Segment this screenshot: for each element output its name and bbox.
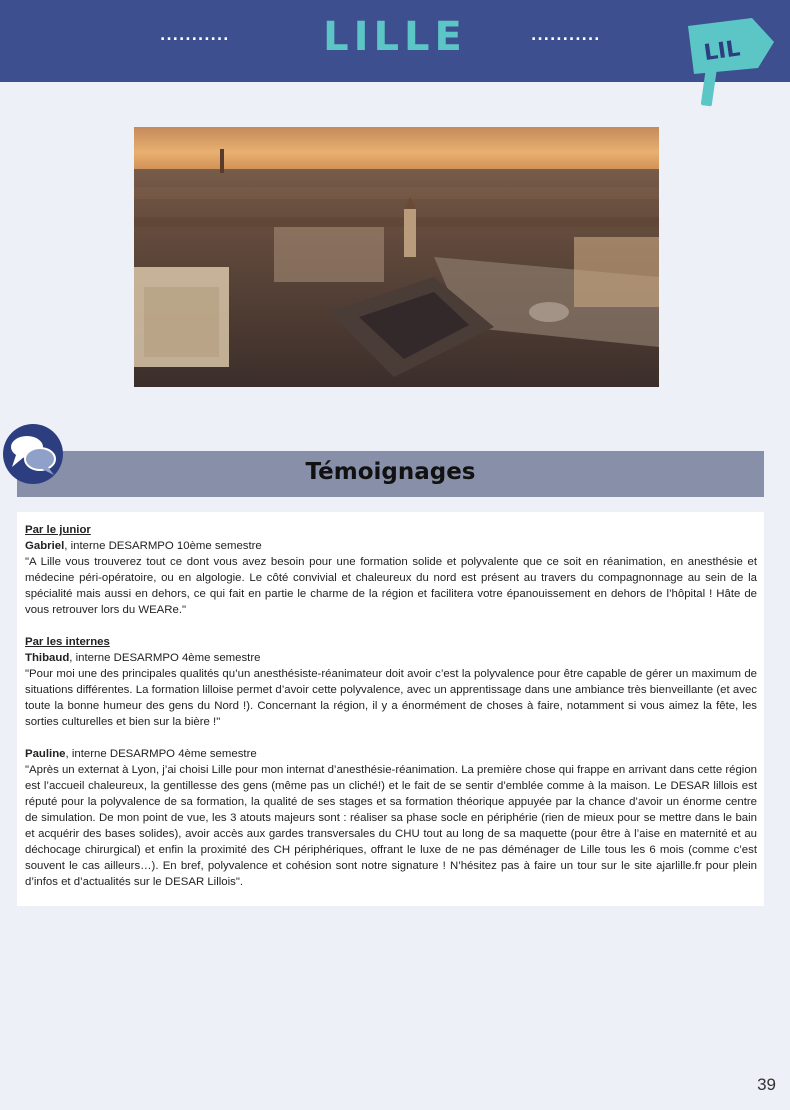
group-heading-internes: Par les internes — [25, 636, 110, 648]
author-role: , interne DESARMPO 10ème semestre — [64, 540, 262, 552]
lille-aerial-photo — [134, 127, 659, 387]
testimonial-author — [25, 538, 757, 554]
testimonial-quote: "Pour moi une des principales qualités qu’un anesthésiste-réanimateur doit avoir c’est la polyvalence pour être capable de gérer un maximum de situations différentes. La formation lilloise permet d’avoir cette polyvalence, avec un apprentissage dans une ambiance très bienveillante (et avec toute la bonne humeur des gens du Nord !). Concernant la région, il y a énormément de choses à faire, notamment si vous aimez la fête, les sorties culturelles et bien sur la bière !" — [25, 668, 757, 728]
testimonial-author — [25, 746, 757, 762]
section-banner — [17, 451, 764, 497]
group-heading-junior: Par le junior — [25, 524, 91, 536]
author-name: Pauline — [25, 748, 66, 760]
author-role: , interne DESARMPO 4ème semestre — [69, 652, 261, 664]
logo-text: LIL — [702, 36, 742, 67]
page-number: 39 — [757, 1075, 776, 1094]
author-name: Thibaud — [25, 652, 70, 664]
header-dots-left: ........... — [160, 28, 230, 44]
header-banner — [0, 0, 790, 82]
testimonials-panel — [17, 512, 764, 906]
testimonial-author — [25, 650, 757, 666]
header-dots-right: ........... — [531, 28, 601, 44]
testimonial-quote: "Après un externat à Lyon, j’ai choisi Lille pour mon internat d’anesthésie-réanimation. La première chose qui frappe en arrivant dans cette région est l’accueil chaleureux, la gentillesse des gens (même pas un cliché!) et le fait de se sentir d’emblée comme à la maison. Le DESAR lillois est réputé pour la polyvalence de sa formation, la qualité de ses stages et sa formation théorique appuyée par la chance d’avoir un énorme centre de simulation. De mon point de vue, les 3 atouts majeurs sont : réaliser sa phase socle en périphérie (rien de mieux pour se mettre dans le bain et acquérir des bases solides), avoir accès aux gardes transversales du CHU tout au long de sa maquette (pour être à l’aise en maternité et au déchocage chirurgical) et enfin la proximité des CH périphériques, offrant le luxe de ne pas déménager de Lille tous les 6 mois (comme c’est souvent le cas ailleurs…). En bref, polyvalence et cohésion sont notre signature ! N’hésitez pas à faire un tour sur le site ajarlille.fr pour plein d’infos et d’actualités sur le DESAR Lillois". — [25, 764, 757, 888]
author-role: , interne DESARMPO 4ème semestre — [65, 748, 257, 760]
page-title: LILLE — [323, 14, 467, 60]
testimonial-quote: "A Lille vous trouverez tout ce dont vous avez besoin pour une formation solide et polyvalente que ce soit en réanimation, en anesthésie et médecine péri-opératoire, ou en algologie. Le côté convivial et chaleureux du nord est présent au travers du compagnonnage au sein de la spécialité mais aussi en dehors, ce qui fait en partie le charme de la région et facilitera votre épanouissement en dehors de l’hôpital ! Hâte de vous retrouver lors du WEARe." — [25, 556, 757, 616]
lil-signpost-icon — [680, 12, 778, 108]
author-name: Gabriel — [25, 540, 65, 552]
speech-bubbles-icon — [2, 423, 64, 485]
section-title: Témoignages — [305, 459, 476, 485]
